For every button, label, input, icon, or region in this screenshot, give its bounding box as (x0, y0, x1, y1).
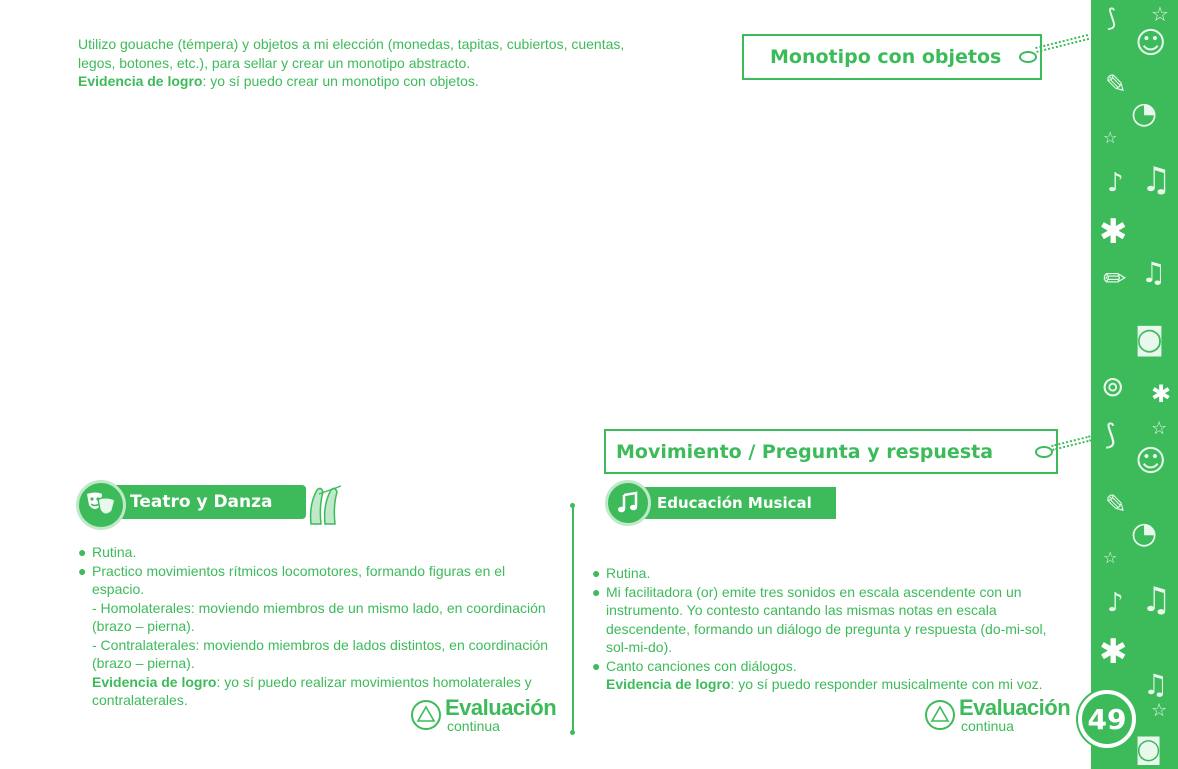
paintbrush-icon: ✎ (1105, 490, 1127, 520)
paint-palette-icon: ◔ (1131, 516, 1158, 551)
movimiento-title: Movimiento / Pregunta y respuesta (616, 440, 994, 463)
splat-icon: ✱ (1099, 632, 1128, 672)
monotipo-title-box (742, 34, 1042, 80)
eval-triangle-icon (925, 700, 955, 730)
star-icon: ☆ (1151, 2, 1169, 26)
chain-icon (1035, 34, 1089, 53)
evidence-label: Evidencia de logro (92, 673, 217, 690)
music-note-icon: ♫ (1143, 668, 1169, 701)
right-evidence (606, 675, 1062, 694)
intro-evidence (78, 72, 698, 91)
teatro-danza-label: Teatro y Danza (130, 492, 273, 512)
chain-ring-icon (1035, 446, 1053, 458)
music-note-icon: ♪ (1107, 168, 1124, 198)
paint-palette-icon: ◔ (1131, 96, 1158, 131)
splat-icon: ✱ (1151, 380, 1172, 408)
educacion-musical-list (592, 564, 1062, 694)
homolaterales-text: - Homolaterales: moviendo miembros de un mismo lado, en coordinación (brazo – pierna). (92, 599, 546, 634)
list-item-text: Rutina. (606, 565, 651, 581)
list-item-text: Mi facilitadora (or) emite tres sonidos en escala ascendente con un instrumento. Yo contesto cantando las mismas notas en escala descendente, formando un diálogo de pregunta y respuesta (do-mi-sol, sol-mi-do). (606, 583, 1047, 655)
ballet-shoe-icon (305, 484, 345, 533)
movimiento-title-box (604, 429, 1058, 474)
eval-main-text: Evaluación (445, 695, 557, 720)
eval-triangle-icon (411, 700, 441, 730)
camera-icon: ◙ (1135, 732, 1163, 765)
film-camera-icon: ⊚ (1101, 370, 1125, 403)
intro-line-2: legos, botones, etc.), para sellar y crear un monotipo abstracto. (78, 54, 471, 71)
music-note-icon: ♫ (1141, 256, 1167, 289)
monotipo-title: Monotipo con objetos (770, 46, 1002, 68)
divider-dot (570, 503, 575, 508)
evidence-label: Evidencia de logro (78, 73, 203, 89)
evidence-text: : yo sí puedo responder musicalmente con mi voz. (730, 676, 1043, 692)
list-item: ● Practico movimientos rítmicos locomotores, formando figuras en el espacio. - Homolaterales: moviendo miembros de un mismo lado, en coordinación (brazo – pierna). - Contralaterales: moviendo miembros de lados distintos, en coordinación (brazo – pierna). Evidencia de logro: yo sí puedo realizar movimientos homolaterales y contralaterales. (78, 562, 549, 708)
teatro-danza-list (78, 543, 548, 710)
chain-ring-icon (1019, 51, 1037, 63)
intro-line-1: Utilizo gouache (témpera) y objetos a mi elección (monedas, tapitas, cubiertos, cuentas, (78, 36, 625, 52)
list-item: ● Rutina. (78, 544, 137, 560)
evidence-label: Evidencia de logro (606, 676, 731, 692)
violin-icon: ♫ (1141, 580, 1172, 620)
educacion-musical-banner (625, 487, 836, 519)
page-number: 49 (1078, 690, 1136, 748)
column-divider (572, 505, 574, 733)
theater-mask-icon: ☺ (1135, 26, 1167, 61)
star-icon: ☆ (1103, 548, 1118, 567)
teatro-danza-content (78, 543, 548, 710)
educacion-musical-label: Educación Musical (657, 494, 812, 512)
splat-icon: ✱ (1099, 212, 1128, 252)
list-item: ● Mi facilitadora (or) emite tres sonidos en escala ascendente con un instrumento. Yo contesto cantando las mismas notas en escala descendente, formando un diálogo de pregunta y respuesta (do-mi-sol, sol-mi-do). (592, 583, 1047, 655)
list-item-text: Rutina. (92, 544, 137, 560)
sidebar-decoration (1091, 0, 1178, 769)
evaluacion-continua-logo (925, 697, 1070, 733)
teatro-danza-banner (96, 485, 306, 519)
ballet-shoe-icon: ⟆ (1107, 4, 1117, 32)
eval-main-text: Evaluación (959, 695, 1071, 720)
music-note-icon: ♪ (1107, 588, 1124, 618)
paintbrush-icon: ✎ (1105, 70, 1127, 100)
list-item: ● Canto canciones con diálogos. Evidencia de logro: yo sí puedo responder musicalmente con mi voz. (592, 657, 1062, 694)
theater-mask-icon (76, 480, 126, 530)
theater-mask-icon: ☺ (1135, 444, 1167, 479)
camera-icon: ◙ (1135, 322, 1165, 357)
star-icon: ☆ (1151, 700, 1168, 721)
star-icon: ☆ (1103, 128, 1118, 147)
contralaterales-text: - Contralaterales: moviendo miembros de lados distintos, en coordinación (brazo – pierna). (92, 636, 549, 671)
eval-sub-text: continua (447, 718, 500, 734)
list-item: ● Rutina. (592, 565, 651, 581)
divider-dot (570, 730, 575, 735)
evidence-text: : yo sí puedo crear un monotipo con objetos. (202, 73, 479, 89)
list-item-text: Practico movimientos rítmicos locomotores, formando figuras en el espacio. (92, 562, 506, 597)
pencil-icon: ✏ (1103, 262, 1127, 295)
educacion-musical-content (592, 564, 1062, 694)
star-icon: ☆ (1151, 418, 1168, 439)
music-note-icon (605, 480, 651, 526)
evaluacion-continua-logo (411, 697, 556, 733)
intro-text (78, 35, 698, 91)
list-item-text: Canto canciones con diálogos. (606, 657, 797, 674)
violin-icon: ♫ (1141, 160, 1172, 200)
ballet-shoe-icon: ⟆ (1105, 418, 1116, 451)
evidence-text: : yo sí puedo realizar movimientos homolaterales y contralaterales. (92, 673, 532, 708)
eval-sub-text: continua (961, 718, 1014, 734)
